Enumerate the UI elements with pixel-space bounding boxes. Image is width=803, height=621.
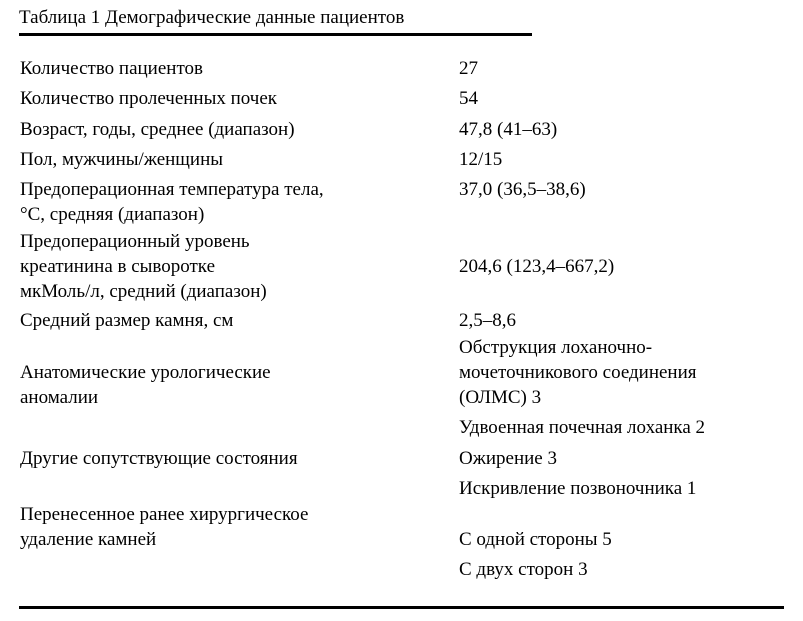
row-value-anomalies-line3: (ОЛМС) 3 — [459, 387, 542, 408]
row-label-temperature-line2: °С, средняя (диапазон) — [20, 204, 205, 225]
row-value-patients: 27 — [459, 58, 478, 79]
row-label-creatinine-line3: мкМоль/л, средний (диапазон) — [20, 281, 267, 302]
bottom-rule — [19, 606, 784, 609]
row-value-kidneys: 54 — [459, 88, 478, 109]
row-value-double-pelvis: Удвоенная почечная лоханка 2 — [459, 417, 706, 438]
table-caption: Таблица 1 Демографические данные пациентов — [19, 7, 405, 28]
row-label-patients: Количество пациентов — [20, 58, 203, 79]
row-value-anomalies-line1: Обструкция лоханочно- — [459, 337, 653, 358]
row-value-stone-size: 2,5–8,6 — [459, 310, 516, 331]
row-value-creatinine: 204,6 (123,4–667,2) — [459, 256, 615, 277]
row-value-obesity: Ожирение 3 — [459, 448, 557, 469]
row-label-stone-size: Средний размер камня, см — [20, 310, 234, 331]
top-rule — [19, 33, 532, 36]
row-label-prior-surgery-line1: Перенесенное ранее хирургическое — [20, 504, 309, 525]
row-label-sex: Пол, мужчины/женщины — [20, 149, 224, 170]
row-label-creatinine-line2: креатинина в сыворотке — [20, 256, 216, 277]
row-label-anomalies-line2: аномалии — [20, 387, 99, 408]
row-value-anomalies-line2: мочеточникового соединения — [459, 362, 697, 383]
row-label-comorbidities: Другие сопутствующие состояния — [20, 448, 298, 469]
row-value-sex: 12/15 — [459, 149, 503, 170]
row-value-age: 47,8 (41–63) — [459, 119, 558, 140]
row-value-spine: Искривление позвоночника 1 — [459, 478, 697, 499]
row-label-temperature-line1: Предоперационная температура тела, — [20, 179, 324, 200]
row-value-one-side: С одной стороны 5 — [459, 529, 612, 550]
row-value-two-sides: С двух сторон 3 — [459, 559, 588, 580]
row-label-creatinine-line1: Предоперационный уровень — [20, 231, 250, 252]
row-label-prior-surgery-line2: удаление камней — [20, 529, 157, 550]
row-label-anomalies-line1: Анатомические урологические — [20, 362, 271, 383]
row-label-kidneys: Количество пролеченных почек — [20, 88, 278, 109]
row-label-age: Возраст, годы, среднее (диапазон) — [20, 119, 295, 140]
row-value-temperature: 37,0 (36,5–38,6) — [459, 179, 586, 200]
